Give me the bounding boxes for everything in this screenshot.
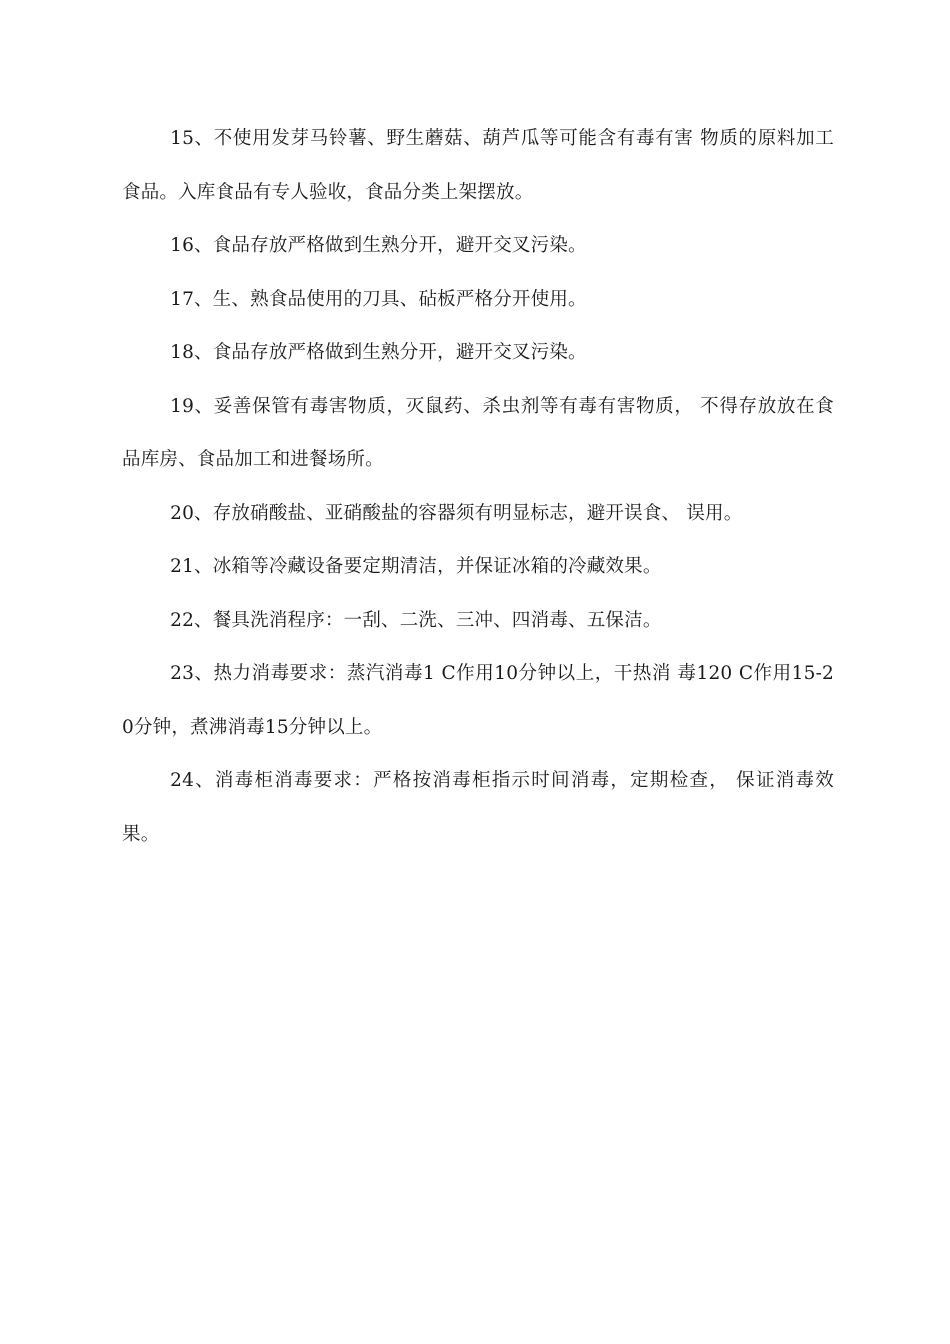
document-body [122, 112, 834, 861]
paragraph-16: 16、食品存放严格做到生熟分开，避开交叉污染。 [170, 235, 587, 256]
paragraph-24: 24、消毒柜消毒要求：严格按消毒柜指示时间消毒，定期检查， 保证消毒效果。 [122, 770, 834, 845]
paragraph-15: 15、不使用发芽马铃薯、野生蘑菇、葫芦瓜等可能含有毒有害 物质的原料加工食品。入库食品有专人验收，食品分类上架摆放。 [122, 128, 834, 203]
paragraph-23: 23、热力消毒要求：蒸汽消毒1 C作用10分钟以上，干热消 毒120 C作用15-2 0分钟，煮沸消毒15分钟以上。 [122, 663, 834, 738]
paragraph-22: 22、餐具洗消程序：一刮、二洗、三冲、四消毒、五保洁。 [170, 609, 662, 631]
paragraph-17: 17、生、熟食品使用的刀具、砧板严格分开使用。 [170, 288, 587, 310]
paragraph-19: 19、妥善保管有毒害物质，灭鼠药、杀虫剂等有毒有害物质， 不得存放放在食品库房、食品加工和进餐场所。 [122, 395, 834, 470]
paragraph-21: 21、冰箱等冷藏设备要定期清洁，并保证冰箱的冷藏效果。 [170, 556, 662, 577]
paragraph-18: 18、食品存放严格做到生熟分开，避开交叉污染。 [170, 342, 587, 363]
paragraph-20: 20、存放硝酸盐、亚硝酸盐的容器须有明显标志，避开误食、 误用。 [170, 502, 743, 524]
